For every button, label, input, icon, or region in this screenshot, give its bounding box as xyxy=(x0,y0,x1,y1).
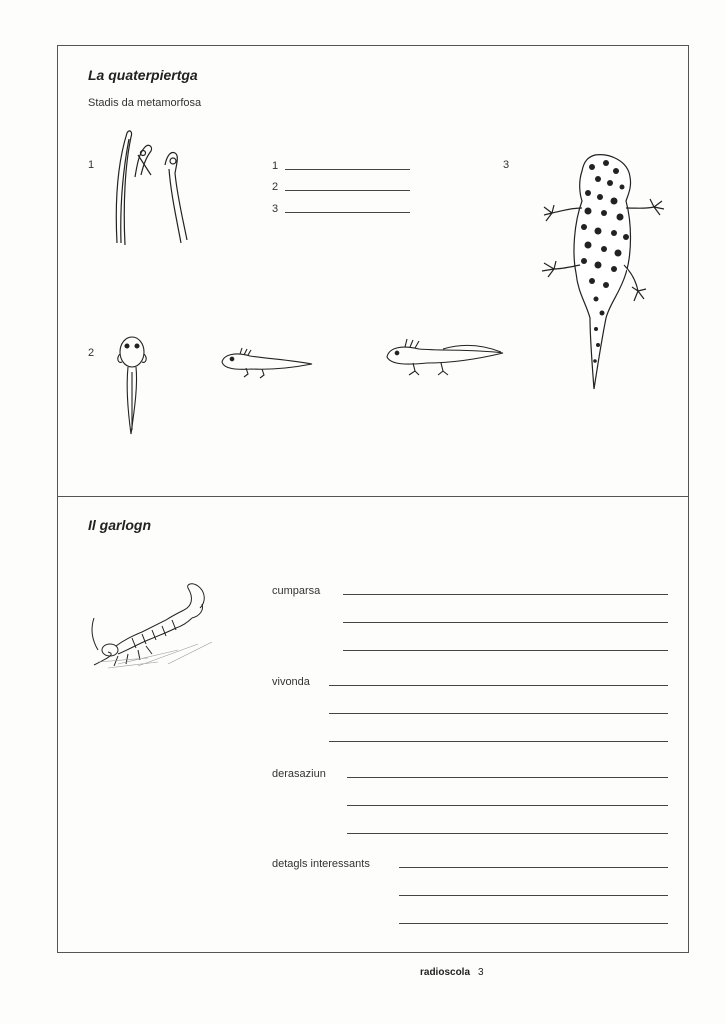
answer-number-2: 2 xyxy=(272,181,279,193)
section-title-newt: La quaterpiertga xyxy=(88,67,198,83)
page-footer xyxy=(420,967,484,978)
newt-larva-illustration xyxy=(383,335,508,377)
answer-line-vivonda-3[interactable] xyxy=(329,741,668,742)
answer-line-3[interactable] xyxy=(285,212,410,213)
page-number: 3 xyxy=(478,967,484,978)
answer-line-2[interactable] xyxy=(285,190,410,191)
answer-line-vivonda-1[interactable] xyxy=(329,685,668,686)
answer-number-3: 3 xyxy=(272,203,279,215)
answer-line-detagls-3[interactable] xyxy=(399,923,668,924)
answer-line-derasaziun-3[interactable] xyxy=(347,833,668,834)
answer-line-derasaziun-2[interactable] xyxy=(347,805,668,806)
adult-newt-illustration xyxy=(540,153,670,393)
answer-number-1: 1 xyxy=(272,160,279,172)
answer-line-detagls-1[interactable] xyxy=(399,867,668,868)
field-label-detagls: detagls interessants xyxy=(272,858,370,870)
section-subtitle: Stadis da metamorfosa xyxy=(88,97,202,109)
answer-line-cumparsa-1[interactable] xyxy=(343,594,668,595)
earwig-illustration xyxy=(88,580,218,670)
answer-line-1[interactable] xyxy=(285,169,410,170)
tadpole-early-illustration xyxy=(112,332,152,437)
section-divider xyxy=(57,496,689,497)
figure-number-3: 3 xyxy=(503,159,510,171)
section-title-earwig: Il garlogn xyxy=(88,517,151,533)
newt-eggs-illustration xyxy=(105,125,195,250)
answer-line-derasaziun-1[interactable] xyxy=(347,777,668,778)
answer-line-cumparsa-3[interactable] xyxy=(343,650,668,651)
footer-brand: radioscola xyxy=(420,967,471,978)
field-label-vivonda: vivonda xyxy=(272,676,310,688)
tadpole-legged-illustration xyxy=(216,344,316,380)
figure-number-2: 2 xyxy=(88,347,95,359)
field-label-cumparsa: cumparsa xyxy=(272,585,321,597)
answer-line-detagls-2[interactable] xyxy=(399,895,668,896)
figure-number-1: 1 xyxy=(88,159,95,171)
answer-line-vivonda-2[interactable] xyxy=(329,713,668,714)
answer-line-cumparsa-2[interactable] xyxy=(343,622,668,623)
field-label-derasaziun: derasaziun xyxy=(272,768,326,780)
